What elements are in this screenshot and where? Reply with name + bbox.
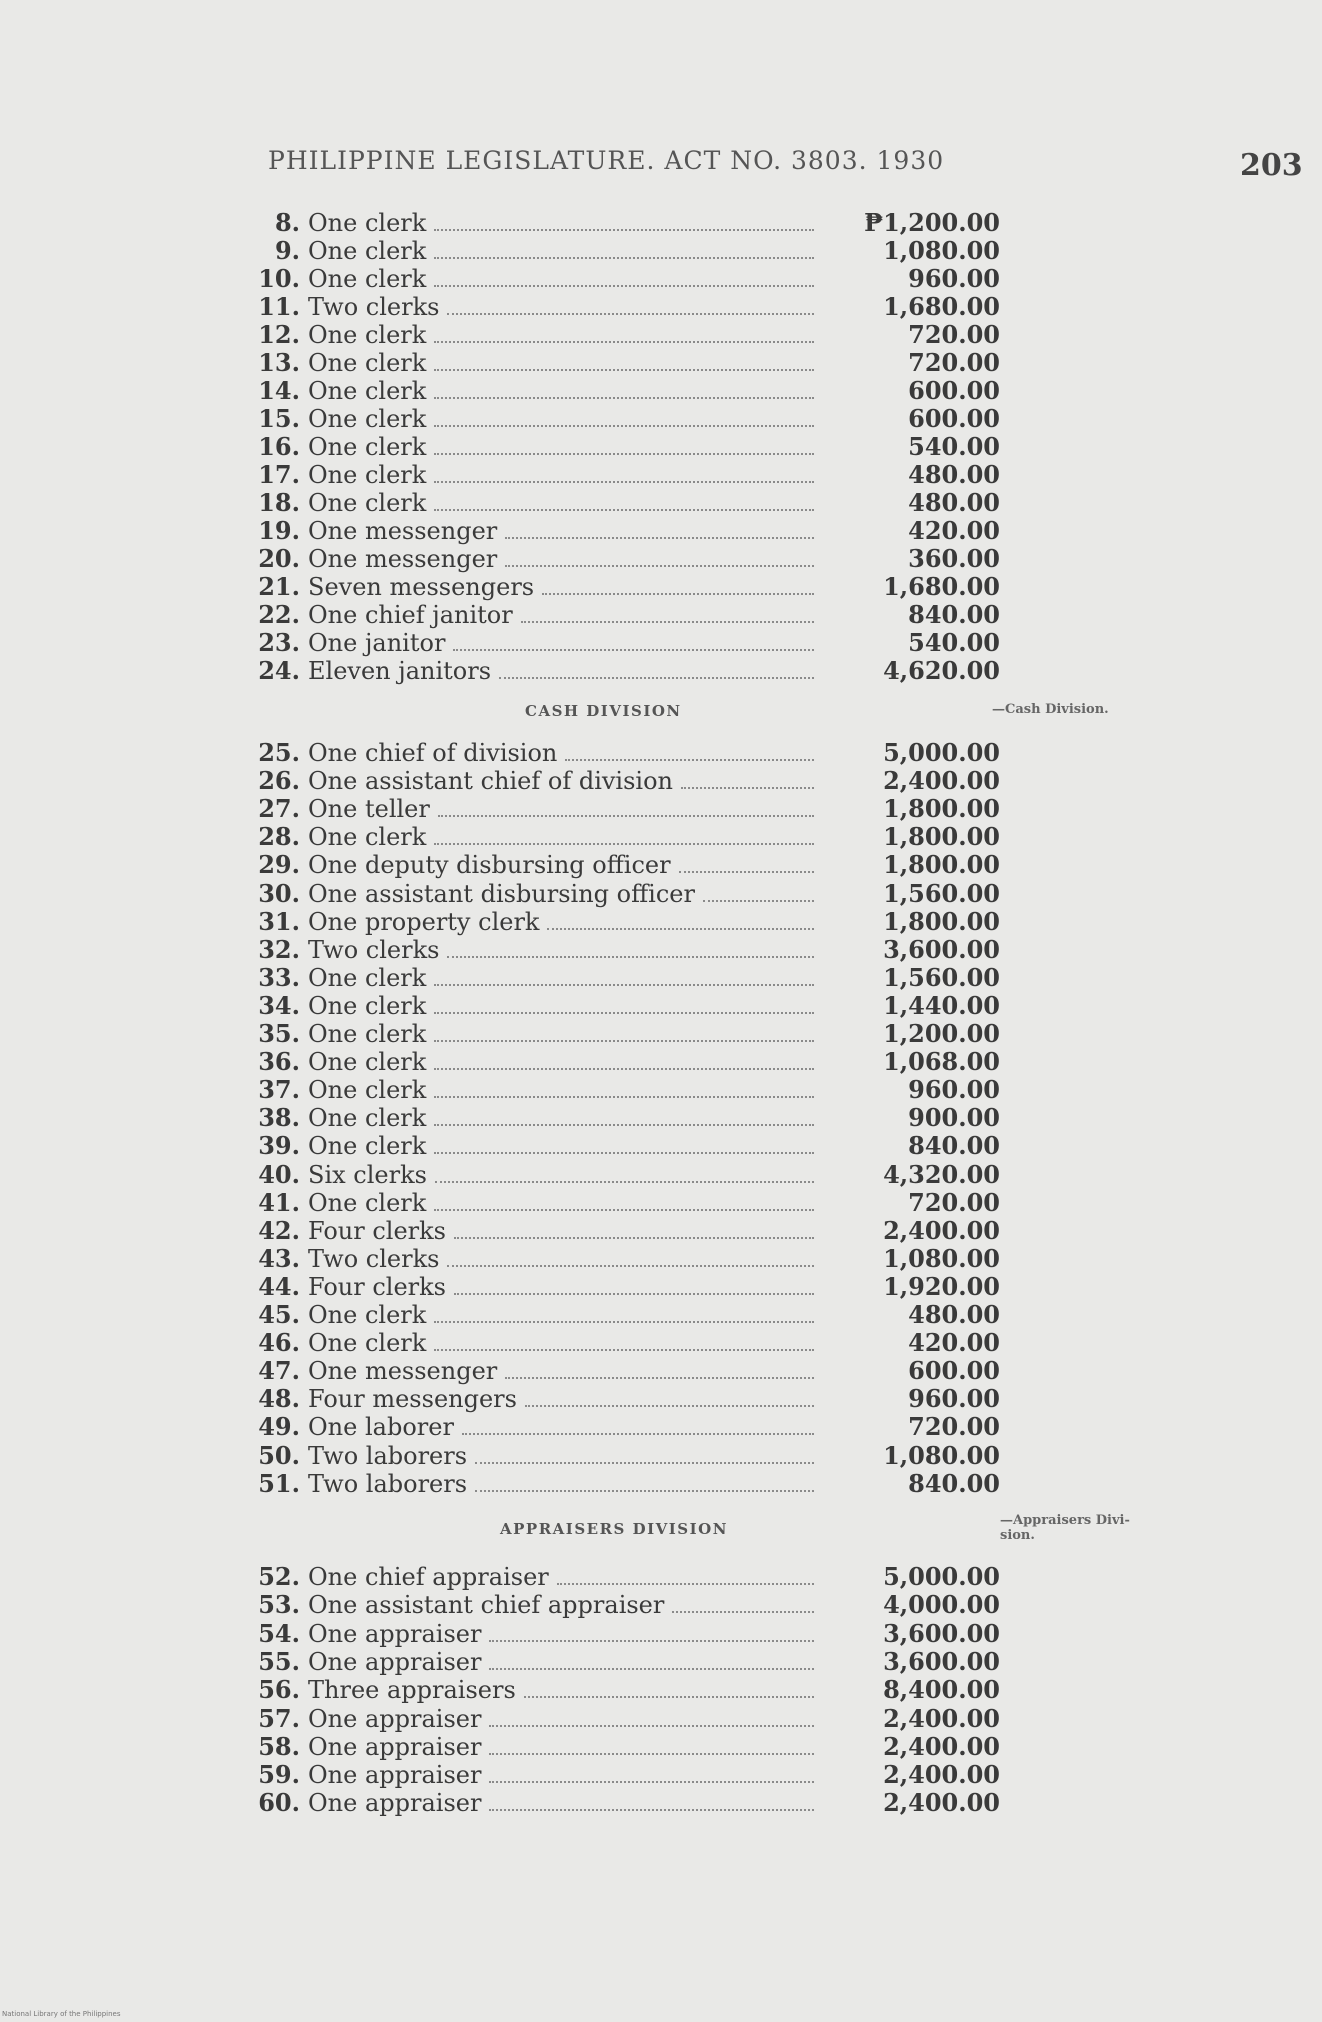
list-item <box>250 738 1010 766</box>
dot-leader <box>434 284 814 287</box>
list-item <box>250 292 1010 320</box>
dot-leader <box>434 842 814 845</box>
item-label: Four clerks <box>308 1272 446 1301</box>
item-number: 50. <box>258 1440 300 1470</box>
dot-leader <box>434 983 814 986</box>
item-amount: 1,800.00 <box>883 822 1000 852</box>
dot-leader <box>434 256 814 259</box>
item-number: 40. <box>258 1159 300 1189</box>
dot-leader <box>489 1724 814 1727</box>
list-item <box>250 1704 1010 1732</box>
item-label: One clerk <box>308 1076 427 1105</box>
item-label: One chief appraiser <box>308 1563 549 1591</box>
item-number: 28. <box>258 822 300 852</box>
item-amount: 480.00 <box>908 460 1000 489</box>
item-amount: 960.00 <box>908 1384 1000 1414</box>
dot-leader <box>672 1610 814 1613</box>
item-label: One chief janitor <box>308 601 513 629</box>
item-label: One teller <box>308 795 430 824</box>
dot-leader <box>525 1404 814 1407</box>
item-label: One clerk <box>308 321 427 349</box>
dot-leader <box>434 1348 814 1351</box>
item-label: Four messengers <box>308 1385 517 1414</box>
item-number: 34. <box>258 990 300 1020</box>
list-item <box>250 264 1010 292</box>
dot-leader <box>454 1292 814 1295</box>
list-item <box>250 208 1010 236</box>
item-amount: 420.00 <box>908 1328 1000 1358</box>
side-note-appraisers-line1: —Appraisers Divi- <box>1000 1513 1130 1528</box>
side-note-appraisers-line2: sion. <box>1000 1528 1035 1543</box>
item-number: 48. <box>258 1384 300 1414</box>
list-item <box>250 850 1010 878</box>
item-amount: 480.00 <box>908 1300 1000 1329</box>
item-amount: 900.00 <box>908 1103 1000 1133</box>
item-number: 14. <box>258 376 300 405</box>
item-amount: 1,560.00 <box>883 962 1000 992</box>
item-label: One appraiser <box>308 1789 482 1818</box>
section-title-appraisers: APPRAISERS DIVISION <box>500 1520 728 1538</box>
item-amount: 1,200.00 <box>883 1019 1000 1048</box>
item-number: 35. <box>258 1019 300 1048</box>
item-amount: 1,440.00 <box>883 990 1000 1020</box>
dot-leader <box>434 1067 814 1070</box>
item-number: 12. <box>258 320 300 349</box>
item-label: One clerk <box>308 209 427 237</box>
list-item <box>250 1647 1010 1675</box>
item-amount: 1,680.00 <box>883 292 1000 321</box>
item-amount: 2,400.00 <box>883 1215 1000 1245</box>
dot-leader <box>434 480 814 483</box>
item-label: Two clerks <box>308 1244 440 1273</box>
list-item <box>250 516 1010 544</box>
list-item <box>250 1160 1010 1188</box>
list-item <box>250 1441 1010 1469</box>
list-item <box>250 1384 1010 1412</box>
item-label: One clerk <box>308 823 427 852</box>
list-item <box>250 572 1010 600</box>
dot-leader <box>542 592 814 595</box>
item-label: Six clerks <box>308 1160 427 1189</box>
page-number: 203 <box>1240 148 1303 183</box>
item-label: One appraiser <box>308 1619 482 1648</box>
item-number: 39. <box>258 1131 300 1161</box>
item-number: 43. <box>258 1243 300 1273</box>
item-amount: 1,068.00 <box>883 1047 1000 1077</box>
dot-leader <box>703 899 814 902</box>
list-item <box>250 1590 1010 1618</box>
item-amount: 840.00 <box>908 1131 1000 1161</box>
dot-leader <box>434 452 814 455</box>
dot-leader <box>434 1320 814 1323</box>
item-number: 59. <box>258 1760 300 1790</box>
dot-leader <box>438 814 814 817</box>
list-item <box>250 822 1010 850</box>
item-amount: 1,080.00 <box>883 236 1000 265</box>
item-number: 55. <box>258 1646 300 1676</box>
item-number: 16. <box>258 432 300 461</box>
list-item <box>250 236 1010 264</box>
item-number: 37. <box>258 1075 300 1105</box>
list-item <box>250 963 1010 991</box>
item-amount: 720.00 <box>908 1187 1000 1217</box>
dot-leader <box>434 340 814 343</box>
item-number: 49. <box>258 1412 300 1442</box>
dot-leader <box>434 396 814 399</box>
item-number: 17. <box>258 460 300 489</box>
list-item <box>250 879 1010 907</box>
item-number: 46. <box>258 1328 300 1358</box>
dot-leader <box>565 758 814 761</box>
side-note-cash: —Cash Division. <box>992 702 1109 717</box>
item-label: One clerk <box>308 405 427 433</box>
item-label: One appraiser <box>308 1647 482 1676</box>
item-number: 57. <box>258 1703 300 1733</box>
list-item <box>250 348 1010 376</box>
dot-leader <box>505 536 814 539</box>
item-number: 52. <box>258 1562 300 1591</box>
item-number: 23. <box>258 628 300 657</box>
item-amount: 1,560.00 <box>883 878 1000 908</box>
list-item <box>250 600 1010 628</box>
dot-leader <box>434 508 814 511</box>
item-label: One clerk <box>308 265 427 293</box>
list-item <box>250 1356 1010 1384</box>
item-number: 31. <box>258 906 300 936</box>
item-label: One appraiser <box>308 1704 482 1733</box>
dot-leader <box>434 368 814 371</box>
list-item <box>250 991 1010 1019</box>
section-title-cash: CASH DIVISION <box>525 702 682 720</box>
list-item <box>250 1412 1010 1440</box>
list-item <box>250 1216 1010 1244</box>
dot-leader <box>434 228 814 231</box>
item-number: 32. <box>258 934 300 964</box>
item-number: 25. <box>258 738 300 767</box>
item-amount: 2,400.00 <box>883 766 1000 796</box>
item-number: 60. <box>258 1788 300 1818</box>
list-item <box>250 1732 1010 1760</box>
dot-leader <box>462 1432 814 1435</box>
dot-leader <box>447 312 814 315</box>
item-number: 29. <box>258 850 300 880</box>
side-note-appraisers <box>1000 1513 1130 1543</box>
item-label: One messenger <box>308 1357 498 1386</box>
list-item <box>250 1019 1010 1047</box>
list-item <box>250 656 1010 684</box>
list-item <box>250 1469 1010 1497</box>
list-item <box>250 1103 1010 1131</box>
list-item <box>250 320 1010 348</box>
item-number: 36. <box>258 1047 300 1077</box>
item-amount: 720.00 <box>908 1412 1000 1442</box>
item-amount: 1,920.00 <box>883 1271 1000 1301</box>
item-amount: 2,400.00 <box>883 1788 1000 1818</box>
item-amount: 1,800.00 <box>883 906 1000 936</box>
item-number: 38. <box>258 1103 300 1133</box>
item-amount: 3,600.00 <box>883 1618 1000 1648</box>
item-label: One deputy disbursing officer <box>308 851 671 880</box>
item-label: One laborer <box>308 1413 454 1442</box>
dot-leader <box>489 1667 814 1670</box>
item-number: 27. <box>258 794 300 824</box>
item-number: 19. <box>258 516 300 545</box>
item-label: One clerk <box>308 237 427 265</box>
dot-leader <box>489 1752 814 1755</box>
scan-footer-note: National Library of the Philippines <box>2 2010 121 2018</box>
list-item <box>250 376 1010 404</box>
item-amount: 840.00 <box>908 600 1000 629</box>
item-label: One messenger <box>308 545 498 573</box>
item-number: 20. <box>258 544 300 573</box>
item-number: 44. <box>258 1271 300 1301</box>
item-number: 21. <box>258 572 300 601</box>
item-label: One assistant chief of division <box>308 767 674 796</box>
item-amount: 4,320.00 <box>883 1159 1000 1189</box>
item-number: 53. <box>258 1590 300 1620</box>
item-label: Three appraisers <box>308 1676 516 1705</box>
dot-leader <box>557 1582 814 1585</box>
item-label: One clerk <box>308 1104 427 1133</box>
item-number: 22. <box>258 600 300 629</box>
item-label: One clerk <box>308 1188 427 1217</box>
item-label: Seven messengers <box>308 573 535 601</box>
list-item <box>250 488 1010 516</box>
list-item <box>250 1562 1010 1590</box>
list-item <box>250 1760 1010 1788</box>
dot-leader <box>505 564 814 567</box>
item-label: One clerk <box>308 1020 427 1048</box>
list-item <box>250 907 1010 935</box>
item-amount: 600.00 <box>908 404 1000 433</box>
list-item <box>250 1675 1010 1703</box>
item-number: 58. <box>258 1731 300 1761</box>
dot-leader <box>447 1264 814 1267</box>
item-amount: 2,400.00 <box>883 1731 1000 1761</box>
item-label: One clerk <box>308 489 427 517</box>
item-label: One clerk <box>308 461 427 489</box>
item-amount: 3,600.00 <box>883 934 1000 964</box>
list-item <box>250 935 1010 963</box>
running-head: PHILIPPINE LEGISLATURE. ACT NO. 3803. 1930 <box>268 146 945 175</box>
item-amount: 480.00 <box>908 488 1000 517</box>
item-amount: 3,600.00 <box>883 1646 1000 1676</box>
dot-leader <box>475 1489 814 1492</box>
item-number: 42. <box>258 1215 300 1245</box>
item-label: One clerk <box>308 377 427 405</box>
dot-leader <box>679 870 814 873</box>
dot-leader <box>434 424 814 427</box>
dot-leader <box>434 1011 814 1014</box>
item-number: 30. <box>258 878 300 908</box>
item-amount: 1,080.00 <box>883 1243 1000 1273</box>
list-item <box>250 1075 1010 1103</box>
item-amount: 720.00 <box>908 348 1000 377</box>
dot-leader <box>547 927 814 930</box>
list-item <box>250 1047 1010 1075</box>
item-amount: 5,000.00 <box>883 738 1000 767</box>
item-amount: 540.00 <box>908 432 1000 461</box>
item-label: One property clerk <box>308 907 540 936</box>
item-amount: 420.00 <box>908 516 1000 545</box>
dot-leader <box>435 1180 814 1183</box>
dot-leader <box>447 955 814 958</box>
item-label: One clerk <box>308 1048 427 1077</box>
item-amount: 360.00 <box>908 544 1000 573</box>
dot-leader <box>434 1039 814 1042</box>
list-item <box>250 460 1010 488</box>
item-amount: 960.00 <box>908 264 1000 293</box>
dot-leader <box>489 1780 814 1783</box>
dot-leader <box>434 1151 814 1154</box>
item-label: Eleven janitors <box>308 657 492 685</box>
dot-leader <box>499 676 814 679</box>
list-item <box>250 1244 1010 1272</box>
item-amount: 540.00 <box>908 628 1000 657</box>
item-label: One messenger <box>308 517 498 545</box>
item-label: One clerk <box>308 1301 427 1329</box>
list-item <box>250 794 1010 822</box>
item-label: One janitor <box>308 629 446 657</box>
item-label: One clerk <box>308 1329 427 1358</box>
dot-leader <box>489 1639 814 1642</box>
list-item <box>250 1300 1010 1328</box>
dot-leader <box>434 1123 814 1126</box>
item-amount: 4,000.00 <box>883 1590 1000 1620</box>
item-amount: 1,800.00 <box>883 794 1000 824</box>
item-number: 24. <box>258 656 300 685</box>
item-label: One clerk <box>308 991 427 1020</box>
item-amount: 2,400.00 <box>883 1760 1000 1790</box>
list-item <box>250 1619 1010 1647</box>
item-label: Two laborers <box>308 1469 468 1498</box>
item-number: 54. <box>258 1618 300 1648</box>
item-label: One assistant chief appraiser <box>308 1591 665 1620</box>
item-amount: 8,400.00 <box>883 1675 1000 1705</box>
dot-leader <box>489 1808 814 1811</box>
list-item <box>250 1188 1010 1216</box>
dot-leader <box>434 1095 814 1098</box>
item-label: One appraiser <box>308 1732 482 1761</box>
dot-leader <box>475 1461 814 1464</box>
list-item <box>250 432 1010 460</box>
item-number: 8. <box>274 208 300 237</box>
item-number: 13. <box>258 348 300 377</box>
item-label: One clerk <box>308 349 427 377</box>
list-item <box>250 544 1010 572</box>
list-item <box>250 628 1010 656</box>
item-amount: 960.00 <box>908 1075 1000 1105</box>
item-amount: 4,620.00 <box>883 656 1000 685</box>
item-label: One chief of division <box>308 739 558 767</box>
item-label: One clerk <box>308 1132 427 1161</box>
list-item <box>250 1272 1010 1300</box>
list-item <box>250 766 1010 794</box>
item-number: 47. <box>258 1356 300 1386</box>
list-item <box>250 404 1010 432</box>
item-amount: 840.00 <box>908 1468 1000 1498</box>
list-item <box>250 1328 1010 1356</box>
item-number: 18. <box>258 488 300 517</box>
list-item <box>250 1131 1010 1159</box>
item-number: 10. <box>258 264 300 293</box>
item-amount: 2,400.00 <box>883 1703 1000 1733</box>
item-amount: 1,800.00 <box>883 850 1000 880</box>
item-label: One assistant disbursing officer <box>308 879 695 908</box>
item-number: 33. <box>258 962 300 992</box>
item-amount: 1,080.00 <box>883 1440 1000 1470</box>
dot-leader <box>454 1236 814 1239</box>
dot-leader <box>521 620 814 623</box>
list-item <box>250 1788 1010 1816</box>
item-number: 26. <box>258 766 300 796</box>
item-number: 11. <box>258 292 300 321</box>
item-number: 45. <box>258 1300 300 1329</box>
dot-leader <box>505 1376 814 1379</box>
item-label: Two clerks <box>308 935 440 964</box>
dot-leader <box>681 786 814 789</box>
item-amount: 1,680.00 <box>883 572 1000 601</box>
item-label: Two laborers <box>308 1441 468 1470</box>
item-number: 9. <box>274 236 300 265</box>
item-label: One clerk <box>308 963 427 992</box>
item-number: 15. <box>258 404 300 433</box>
item-label: One appraiser <box>308 1761 482 1790</box>
item-number: 56. <box>258 1675 300 1705</box>
item-label: Four clerks <box>308 1216 446 1245</box>
item-label: One clerk <box>308 433 427 461</box>
item-amount: 720.00 <box>908 320 1000 349</box>
item-label: Two clerks <box>308 293 440 321</box>
dot-leader <box>524 1695 814 1698</box>
item-amount: 5,000.00 <box>883 1562 1000 1591</box>
item-number: 41. <box>258 1187 300 1217</box>
item-amount: ₱1,200.00 <box>864 208 1000 237</box>
item-number: 51. <box>258 1468 300 1498</box>
item-amount: 600.00 <box>908 376 1000 405</box>
dot-leader <box>434 1208 814 1211</box>
item-amount: 600.00 <box>908 1356 1000 1386</box>
dot-leader <box>453 648 814 651</box>
